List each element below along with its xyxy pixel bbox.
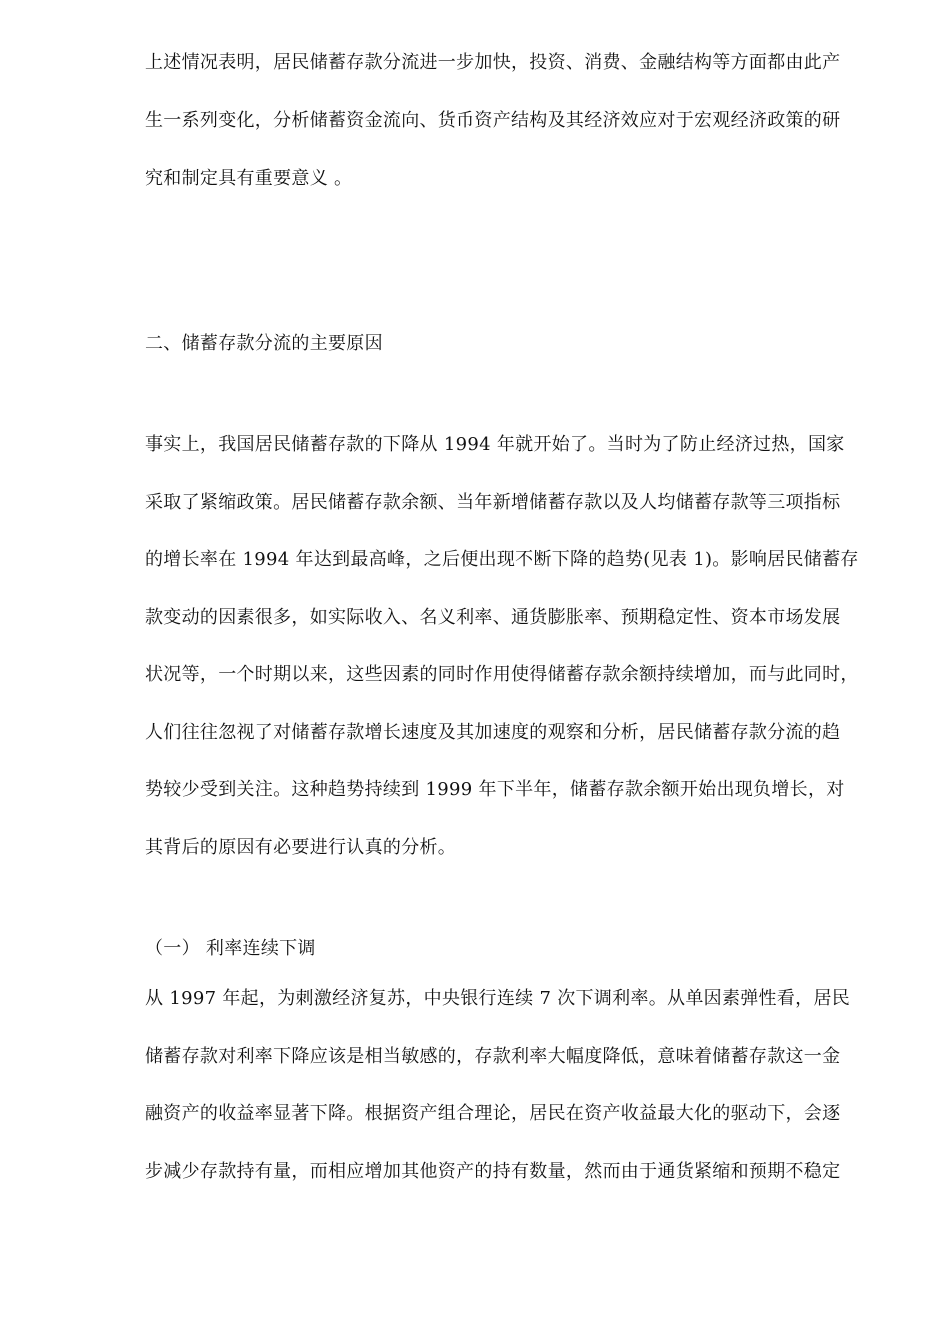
paragraph-line: 究和制定具有重要意义 。 — [145, 168, 353, 189]
paragraph-line: 事实上，我国居民储蓄存款的下降从 1994 年就开始了。当时为了防止经济过热，国家 — [145, 434, 845, 455]
paragraph-line: 步减少存款持有量，而相应增加其他资产的持有数量，然而由于通货紧缩和预期不稳定 — [145, 1161, 841, 1182]
paragraph-line: 生一系列变化，分析储蓄资金流向、货币资产结构及其经济效应对于宏观经济政策的研 — [145, 110, 841, 131]
paragraph-line: 人们往往忽视了对储蓄存款增长速度及其加速度的观察和分析，居民储蓄存款分流的趋 — [145, 722, 841, 743]
paragraph-line: 款变动的因素很多，如实际收入、名义利率、通货膨胀率、预期稳定性、资本市场发展 — [145, 607, 841, 628]
subsection-heading: （一） 利率连续下调 — [145, 938, 316, 959]
paragraph-line: 储蓄存款对利率下降应该是相当敏感的，存款利率大幅度降低，意味着储蓄存款这一金 — [145, 1046, 841, 1067]
paragraph-line: 状况等，一个时期以来，这些因素的同时作用使得储蓄存款余额持续增加，而与此同时， — [145, 664, 859, 685]
paragraph-line: 融资产的收益率显著下降。根据资产组合理论，居民在资产收益最大化的驱动下，会逐 — [145, 1103, 841, 1124]
paragraph-line: 采取了紧缩政策。居民储蓄存款余额、当年新增储蓄存款以及人均储蓄存款等三项指标 — [145, 492, 841, 513]
paragraph-line: 其背后的原因有必要进行认真的分析。 — [145, 837, 457, 858]
paragraph-line: 从 1997 年起，为刺激经济复苏，中央银行连续 7 次下调利率。从单因素弹性看，居民 — [145, 988, 851, 1009]
paragraph-line: 上述情况表明，居民储蓄存款分流进一步加快，投资、消费、金融结构等方面都由此产 — [145, 52, 841, 73]
section-heading: 二、储蓄存款分流的主要原因 — [145, 333, 383, 354]
paragraph-line: 的增长率在 1994 年达到最高峰，之后便出现不断下降的趋势(见表 1)。影响居民储蓄存 — [145, 549, 859, 570]
paragraph-line: 势较少受到关注。这种趋势持续到 1999 年下半年，储蓄存款余额开始出现负增长，对 — [145, 779, 845, 800]
